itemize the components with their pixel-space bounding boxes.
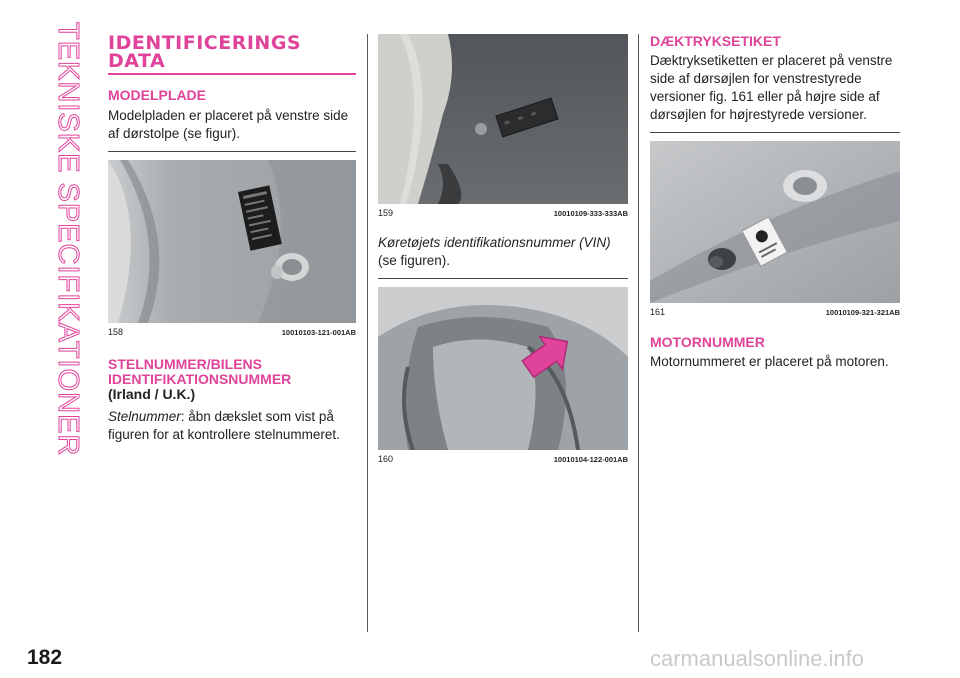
figure-158 [108, 160, 356, 337]
figure-158-number: 158 [108, 327, 124, 337]
figure-160-image [378, 287, 628, 450]
page-title [108, 34, 356, 70]
stel-body: : åbn dækslet som vist på figuren for at kontrollere stelnummeret. [108, 409, 340, 442]
figure-158-image [108, 160, 356, 323]
column-2 [378, 34, 628, 464]
figure-rule [650, 132, 900, 133]
figure-160-caption [378, 454, 628, 464]
figure-160-number: 160 [378, 454, 394, 464]
vin-italic-text: Køretøjets identifikationsnummer (VIN) [378, 235, 611, 250]
figure-160-code: 10010104-122-001AB [553, 455, 628, 464]
figure-161-number: 161 [650, 307, 666, 317]
tyre-text: Dæktryksetiketten er placeret på venstre side af dørsøjlen for venstrestyrede versioner fig. 161 eller på højre side af dørsøjlen for højrestyrede versioner. [650, 53, 893, 122]
figure-159-code: 10010109-333-333AB [553, 209, 628, 218]
tyre-heading: DÆKTRYKSETIKET [650, 33, 781, 49]
figure-158-caption [108, 327, 356, 337]
figure-159-number: 159 [378, 208, 394, 218]
figure-161-image [650, 141, 900, 303]
page-title-line2: DATA [108, 50, 166, 72]
figure-rule [378, 278, 628, 279]
watermark: carmanualsonline.info [650, 646, 865, 671]
stel-heading-line1: STELNUMMER/BILENS [108, 356, 262, 372]
figure-158-code: 10010103-121-001AB [281, 328, 356, 337]
title-rule [108, 73, 356, 75]
stel-term: Stelnummer [108, 409, 181, 424]
figure-rule [108, 151, 356, 152]
stel-heading [108, 357, 356, 387]
section-side-tab-label: TEKNISKE SPECIFIKATIONER [52, 22, 84, 457]
stel-subheading: (Irland / U.K.) [108, 386, 196, 402]
column-1 [108, 34, 356, 444]
figure-161-caption [650, 307, 900, 317]
stel-text [108, 408, 356, 444]
stel-heading-line2: IDENTIFIKATIONSNUMMER [108, 371, 292, 387]
figure-159-image [378, 34, 628, 204]
modelplade-text: Modelpladen er placeret på venstre side af dørstolpe (se figur). [108, 108, 349, 141]
figure-161 [650, 141, 900, 317]
column-3 [650, 34, 900, 371]
figure-159-caption [378, 208, 628, 218]
motor-heading: MOTORNUMMER [650, 334, 765, 350]
modelplade-heading: MODELPLADE [108, 87, 206, 103]
vin-text: (se figuren). [378, 253, 451, 268]
figure-161-code: 10010109-321-321AB [825, 308, 900, 317]
motor-text: Motornummeret er placeret på motoren. [650, 354, 889, 369]
column-divider [367, 34, 368, 632]
column-divider [638, 34, 639, 632]
section-side-tab [52, 22, 84, 457]
page-number: 182 [27, 646, 63, 669]
figure-160 [378, 287, 628, 464]
page-title-line1: IDENTIFICERINGS [108, 32, 302, 54]
figure-159 [378, 34, 628, 218]
